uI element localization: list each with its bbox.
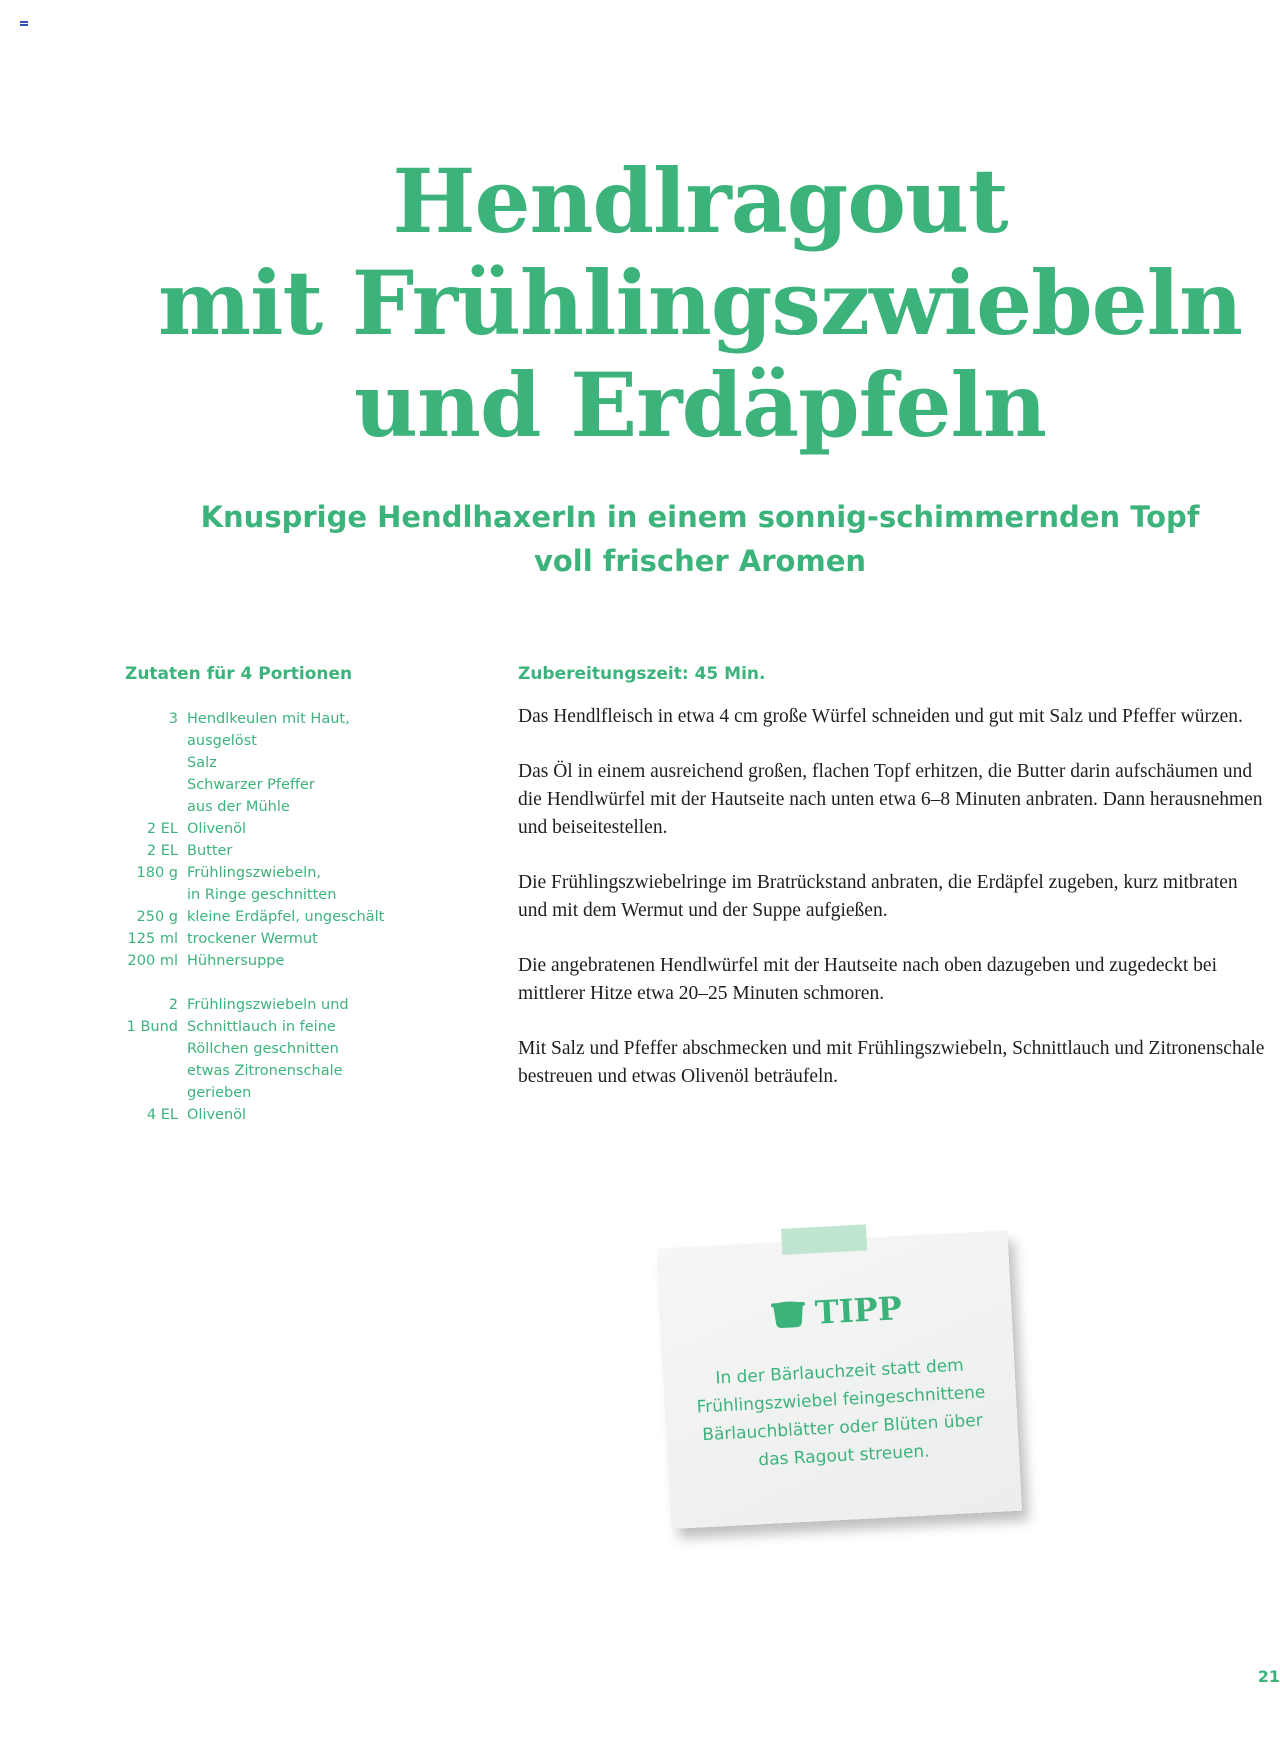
ingredient-quantity: 3: [168, 711, 178, 727]
ingredient-row: [125, 730, 455, 752]
corner-mark-icon: [20, 21, 28, 28]
ingredient-quantity: [125, 796, 187, 818]
ingredient-row: [125, 1016, 455, 1038]
ingredient-row: [125, 840, 455, 862]
ingredients-list: [125, 708, 455, 1126]
ingredient-row: [125, 818, 455, 840]
page-number: 21: [1257, 1667, 1280, 1686]
ingredient-quantity: 4 EL: [146, 1107, 178, 1123]
ingredient-row: [125, 1082, 455, 1104]
tip-heading: [661, 1281, 1013, 1340]
ingredient-row: [125, 774, 455, 796]
ingredient-quantity: 250 g: [136, 909, 178, 925]
ingredient-item: gerieben: [187, 1085, 252, 1101]
ingredient-item: trockener Wermut: [187, 931, 318, 947]
ingredient-item: Salz: [187, 755, 217, 771]
ingredient-row: [125, 752, 455, 774]
tape-strip: [781, 1224, 867, 1254]
ingredient-item: kleine Erdäpfel, ungeschält: [187, 909, 385, 925]
ingredient-quantity: [125, 1060, 187, 1082]
ingredient-quantity: [125, 752, 187, 774]
ingredient-item: Olivenöl: [187, 1107, 247, 1123]
ingredient-quantity: 2 EL: [146, 821, 178, 837]
ingredient-row: [125, 884, 455, 906]
ingredient-quantity: [125, 730, 187, 752]
ingredient-item: Schwarzer Pfeffer: [187, 777, 315, 793]
ingredient-item: Frühlingszwiebeln,: [187, 865, 322, 881]
ingredient-row: [125, 1104, 455, 1126]
tip-card: [658, 1231, 1022, 1529]
preparation-steps: [518, 703, 1268, 1118]
ingredient-quantity: 2 EL: [146, 843, 178, 859]
ingredient-row: [125, 906, 455, 928]
ingredient-item: ausgelöst: [187, 733, 257, 749]
subtitle-line-2: voll frischer Aromen: [533, 544, 867, 578]
ingredient-quantity: [125, 774, 187, 796]
tip-note: [658, 1231, 1022, 1529]
ingredient-item: Hühnersuppe: [187, 953, 285, 969]
ingredient-item: Butter: [187, 843, 233, 859]
ingredient-row: [125, 862, 455, 884]
preparation-step: Das Hendlfleisch in etwa 4 cm große Würfel schneiden und gut mit Salz und Pfeffer würzen.: [518, 706, 1243, 727]
subtitle-line-1: Knusprige HendlhaxerIn in einem sonnig-schimmernden Topf: [200, 500, 1200, 534]
ingredient-item: Frühlingszwiebeln und: [187, 997, 349, 1013]
ingredient-row: [125, 950, 455, 972]
ingredient-quantity: 125 ml: [127, 931, 178, 947]
ingredient-quantity: 2: [168, 997, 178, 1013]
ingredient-row: [125, 796, 455, 818]
ingredient-item: Schnittlauch in feine: [187, 1019, 336, 1035]
preparation-step: Das Öl in einem ausreichend großen, flachen Topf erhitzen, die Butter darin aufschäumen und die Hendlwürfel mit der Hautseite nach unten etwa 6–8 Minuten anbraten. Dann herausnehmen und beiseitestellen.: [518, 761, 1263, 838]
tip-heading-text: TIPP: [813, 1289, 903, 1332]
ingredients-heading: Zutaten für 4 Portionen: [125, 664, 353, 684]
ingredient-item: Röllchen geschnitten: [187, 1041, 339, 1057]
ingredient-item: etwas Zitronenschale: [187, 1063, 343, 1079]
ingredient-item: Olivenöl: [187, 821, 247, 837]
preparation-step: Mit Salz und Pfeffer abschmecken und mit Frühlingszwiebeln, Schnittlauch und Zitronenschale bestreuen und etwas Olivenöl beträufeln.: [518, 1038, 1265, 1087]
pot-icon: [770, 1298, 806, 1330]
ingredient-item: Hendlkeulen mit Haut,: [187, 711, 350, 727]
recipe-title: [0, 150, 1280, 456]
title-line-1: Hendlragout: [392, 149, 1008, 253]
ingredient-row: [125, 1038, 455, 1060]
ingredient-quantity: 180 g: [136, 865, 178, 881]
preparation-heading: Zubereitungszeit: 45 Min.: [518, 664, 766, 684]
title-line-2: mit Frühlingszwiebeln: [157, 251, 1243, 355]
recipe-subtitle: [150, 495, 1250, 583]
ingredient-row: [125, 994, 455, 1016]
preparation-step: Die angebratenen Hendlwürfel mit der Hautseite nach oben dazugeben und zugedeckt bei mittlerer Hitze etwa 20–25 Minuten schmoren.: [518, 955, 1218, 1004]
ingredient-row: [125, 708, 455, 730]
ingredient-group-gap: [125, 972, 455, 994]
ingredient-item: aus der Mühle: [187, 799, 290, 815]
ingredient-item: in Ringe geschnitten: [187, 887, 337, 903]
tip-text: In der Bärlauchzeit statt dem Frühlingszwiebel feingeschnittene Bärlauchblätter oder Blüten über das Ragout streuen.: [696, 1355, 986, 1471]
ingredient-quantity: 1 Bund: [126, 1019, 178, 1035]
ingredient-row: [125, 928, 455, 950]
ingredient-quantity: [125, 1082, 187, 1104]
ingredient-quantity: [125, 1038, 187, 1060]
ingredient-row: [125, 1060, 455, 1082]
preparation-step: Die Frühlingszwiebelringe im Bratrückstand anbraten, die Erdäpfel zugeben, kurz mitbraten und mit dem Wermut und der Suppe aufgießen.: [518, 872, 1238, 921]
ingredient-quantity: 200 ml: [127, 953, 178, 969]
title-line-3: und Erdäpfeln: [354, 353, 1046, 457]
ingredient-quantity: [125, 884, 187, 906]
